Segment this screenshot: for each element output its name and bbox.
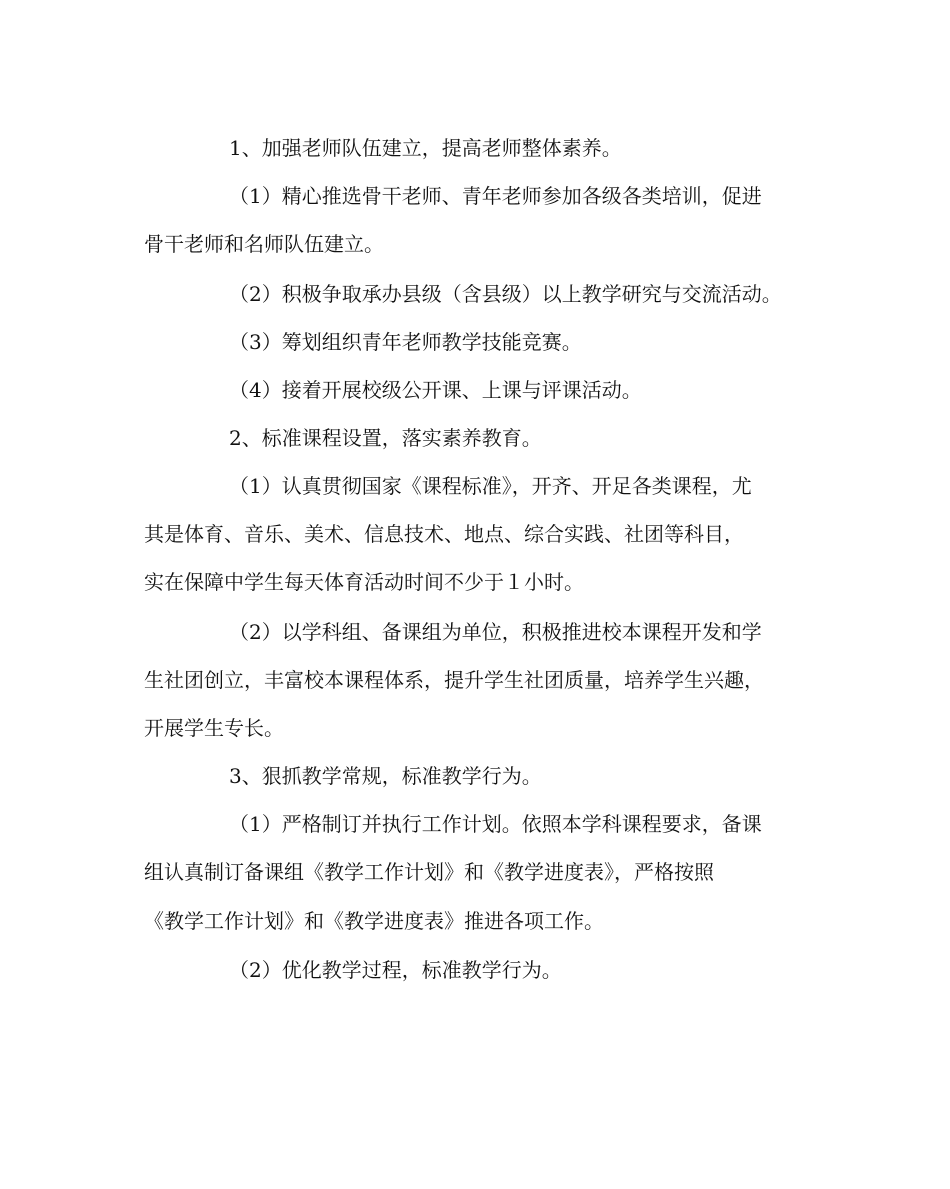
section-heading-2: 2、标准课程设置，落实素养教育。	[229, 426, 542, 450]
paragraph-line: 《教学工作计划》和《教学进度表》推进各项工作。	[144, 909, 604, 933]
paragraph-line: （4）接着开展校级公开课、上课与评课活动。	[229, 378, 642, 402]
paragraph-line: 组认真制订备课组《教学工作计划》和《教学进度表》，严格按照	[144, 860, 714, 884]
section-heading-3: 3、狠抓教学常规，标准教学行为。	[229, 764, 542, 788]
paragraph-line: （1）精心推选骨干老师、青年老师参加各级各类培训，促进	[229, 184, 762, 208]
paragraph-line: （2）优化教学过程，标准教学行为。	[229, 958, 562, 982]
section-heading-1: 1、加强老师队伍建立，提高老师整体素养。	[229, 136, 622, 160]
paragraph-line: （1）严格制订并执行工作计划。依照本学科课程要求，备课	[229, 812, 762, 836]
paragraph-line: 其是体育、音乐、美术、信息技术、地点、综合实践、社团等科目，	[144, 522, 744, 546]
paragraph-line: （1）认真贯彻国家《课程标准》，开齐、开足各类课程，尤	[229, 474, 752, 498]
paragraph-line: 骨干老师和名师队伍建立。	[144, 232, 384, 256]
paragraph-line: 开展学生专长。	[144, 716, 284, 740]
paragraph-line: （3）筹划组织青年老师教学技能竞赛。	[229, 330, 582, 354]
paragraph-line: 实在保障中学生每天体育活动时间不少于１小时。	[144, 570, 584, 594]
paragraph-line: （2）以学科组、备课组为单位，积极推进校本课程开发和学	[229, 620, 762, 644]
paragraph-line: 生社团创立，丰富校本课程体系，提升学生社团质量，培养学生兴趣，	[144, 668, 764, 692]
paragraph-line: （2）积极争取承办县级（含县级）以上教学研究与交流活动。	[229, 282, 782, 306]
